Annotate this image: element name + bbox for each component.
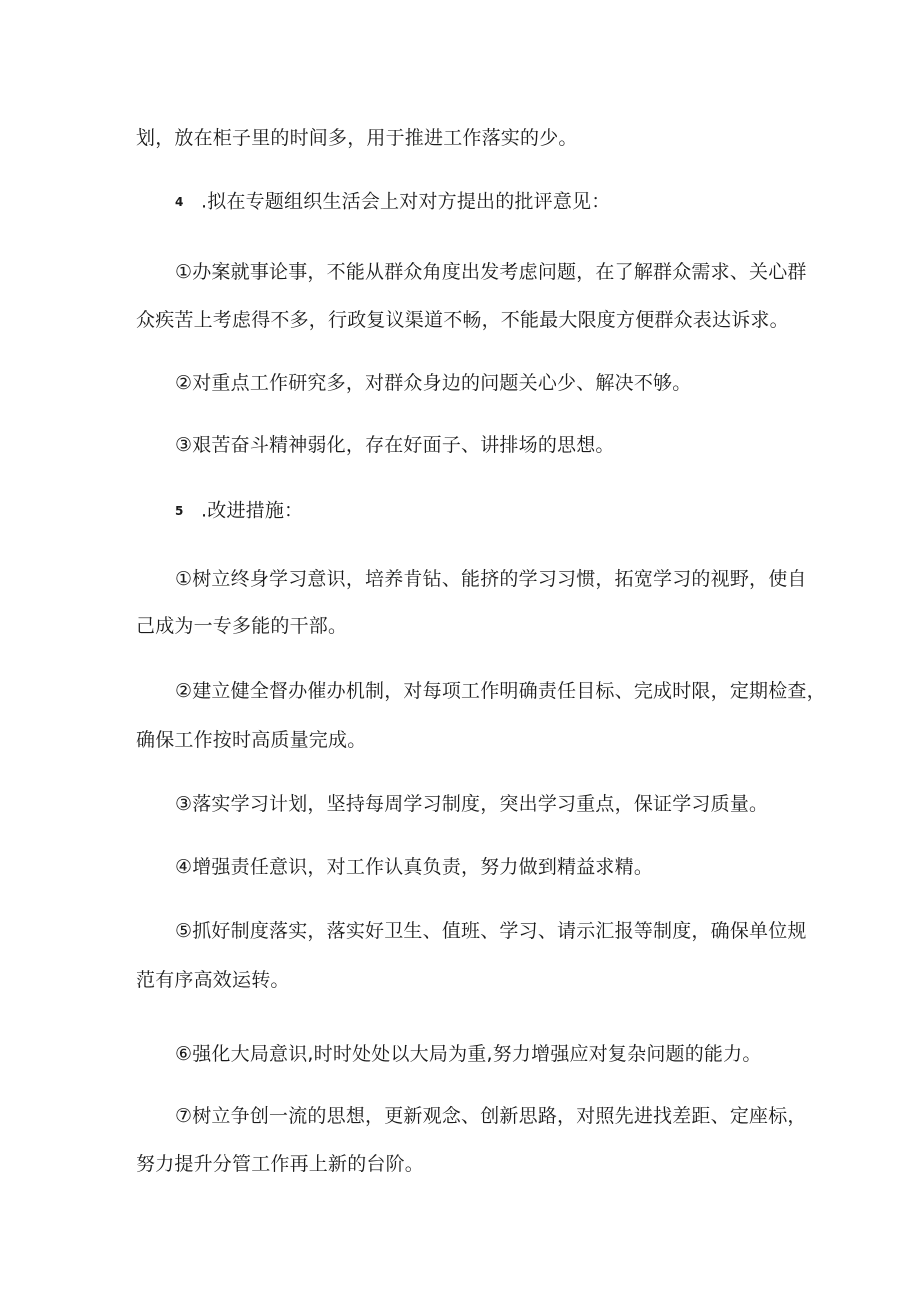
s5-item-1-line-1: ①树立终身学习意识，培养肯钻、能挤的学习习惯，拓宽学习的视野，使自 [175, 568, 807, 590]
s5-item-1-line-2: 己成为一专多能的干部。 [136, 615, 348, 637]
s5-item-7-line-1: ⑦树立争创一流的思想，更新观念、创新思路，对照先进找差距、定座标， [175, 1105, 807, 1127]
s5-item-5-line-1: ⑤抓好制度落实，落实好卫生、值班、学习、请示汇报等制度，确保单位规 [175, 920, 807, 942]
section-4-number: 4 [175, 194, 184, 209]
section-5-heading [175, 496, 855, 525]
s5-item-4: ④增强责任意识，对工作认真负责，努力做到精益求精。 [175, 856, 654, 878]
section-4-heading [175, 187, 855, 216]
s5-item-7-line-2: 努力提升分管工作再上新的台阶。 [136, 1153, 425, 1175]
s4-item-1-line-1: ①办案就事论事，不能从群众角度出发考虑问题，在了解群众需求、关心群 [175, 261, 807, 283]
s5-item-3: ③落实学习计划，坚持每周学习制度，突出学习重点，保证学习质量。 [175, 793, 769, 815]
s4-item-1-line-2: 众疾苦上考虑得不多，行政复议渠道不畅，不能最大限度方便群众表达诉求。 [136, 309, 789, 331]
s4-item-2: ②对重点工作研究多，对群众身边的问题关心少、解决不够。 [175, 372, 692, 394]
continuation-line: 划，放在柜子里的时间多，用于推进工作落实的少。 [136, 127, 578, 149]
section-5-title: .改进措施： [201, 499, 304, 522]
section-5-number: 5 [175, 503, 184, 518]
s5-item-5-line-2: 范有序高效运转。 [136, 969, 290, 991]
s5-item-2-line-2: 确保工作按时高质量完成。 [136, 729, 367, 751]
s5-item-2-line-1: ②建立健全督办催办机制，对每项工作明确责任目标、完成时限，定期检查， [175, 680, 826, 702]
section-4-title: .拟在专题组织生活会上对对方提出的批评意见： [201, 190, 611, 213]
s5-item-6: ⑥强化大局意识,时时处处以大局为重,努力增强应对复杂问题的能力。 [175, 1043, 762, 1065]
s4-item-3: ③艰苦奋斗精神弱化，存在好面子、讲排场的思想。 [175, 434, 615, 456]
